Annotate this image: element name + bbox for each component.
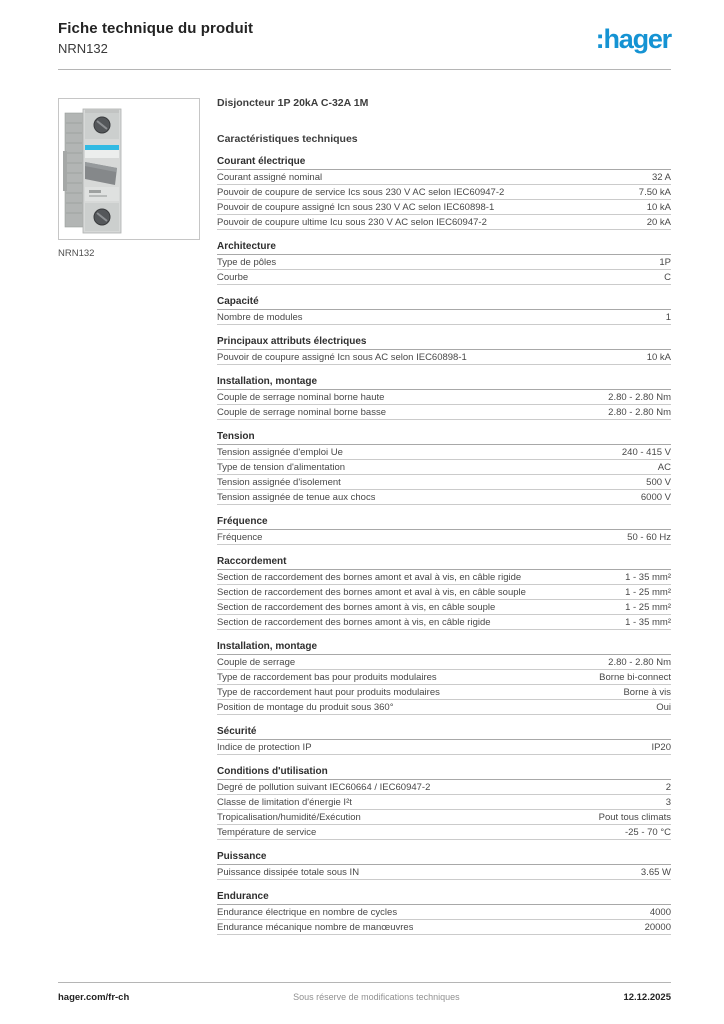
spec-row-value: Pout tous climats [598,811,671,823]
spec-row-label: Section de raccordement des bornes amont et aval à vis, en câble rigide [217,571,522,583]
spec-row-value: 4000 [649,906,671,918]
spec-row [217,270,671,285]
spec-row-value: 20 kA [646,216,671,228]
spec-row [217,390,671,405]
spec-row-label: Section de raccordement des bornes amont à vis, en câble rigide [217,616,491,628]
spec-row-value: 1P [659,256,671,268]
spec-row-label: Classe de limitation d'énergie I²t [217,796,352,808]
spec-row-label: Section de raccordement des bornes amont à vis, en câble souple [217,601,496,613]
spec-row-value: 500 V [646,476,671,488]
spec-section-title: Sécurité [217,726,671,740]
spec-row-value: 2.80 - 2.80 Nm [608,406,671,418]
spec-section [217,376,671,420]
spec-section-rows [217,350,671,365]
spec-row-label: Type de raccordement bas pour produits modulaires [217,671,437,683]
spec-row [217,475,671,490]
spec-section [217,156,671,230]
circuit-breaker-illustration [59,99,199,239]
spec-section-rows [217,780,671,840]
spec-row [217,170,671,185]
spec-row [217,685,671,700]
spec-section-title: Puissance [217,851,671,865]
spec-row-label: Type de raccordement haut pour produits modulaires [217,686,440,698]
product-image-column [58,98,200,935]
spec-section-title: Conditions d'utilisation [217,766,671,780]
spec-row-value: 1 - 25 mm² [625,586,671,598]
spec-row-label: Pouvoir de coupure de service Ics sous 230 V AC selon IEC60947-2 [217,186,505,198]
spec-row-value: 10 kA [646,351,671,363]
product-reference: NRN132 [58,41,108,56]
spec-row-label: Tension assignée d'isolement [217,476,341,488]
spec-row-label: Tropicalisation/humidité/Exécution [217,811,361,823]
spec-section-rows [217,655,671,715]
spec-row-value: 32 A [651,171,671,183]
spec-row [217,405,671,420]
spec-section [217,726,671,755]
spec-section-title: Architecture [217,241,671,255]
spec-row-value: -25 - 70 °C [624,826,671,838]
spec-row-label: Indice de protection IP [217,741,312,753]
spec-row-value: C [664,271,671,283]
spec-row [217,200,671,215]
product-image-caption: NRN132 [58,248,95,259]
spec-row [217,185,671,200]
product-name: Disjoncteur 1P 20kA C-32A 1M [217,97,369,109]
spec-row-value: 2.80 - 2.80 Nm [608,656,671,668]
spec-row [217,780,671,795]
spec-row [217,215,671,230]
spec-section-rows [217,310,671,325]
spec-row [217,920,671,935]
spec-row-label: Puissance dissipée totale sous IN [217,866,360,878]
spec-row [217,310,671,325]
spec-row-value: 2 [665,781,671,793]
spec-row [217,460,671,475]
spec-row [217,740,671,755]
spec-row [217,810,671,825]
spec-row-label: Tension assignée de tenue aux chocs [217,491,376,503]
header-titles [58,20,253,56]
spec-section [217,241,671,285]
spec-section-rows [217,740,671,755]
spec-section [217,641,671,715]
spec-row-label: Courant assigné nominal [217,171,323,183]
specifications-column [217,98,671,935]
spec-section-rows [217,445,671,505]
spec-row-label: Courbe [217,271,249,283]
spec-row-label: Endurance électrique en nombre de cycles [217,906,398,918]
footer-date: 12.12.2025 [623,992,671,1003]
spec-row-label: Température de service [217,826,317,838]
spec-row [217,700,671,715]
spec-section-title: Courant électrique [217,156,671,170]
spec-row-value: 3.65 W [640,866,671,878]
footer-row [58,992,671,1003]
spec-row-value: 1 - 25 mm² [625,601,671,613]
spec-row [217,615,671,630]
characteristics-title: Caractéristiques techniques [217,133,358,145]
spec-section [217,296,671,325]
spec-section-title: Principaux attributs électriques [217,336,671,350]
hager-logo: :hager [595,24,671,54]
spec-row-value: 6000 V [640,491,671,503]
spec-section-rows [217,170,671,230]
spec-row [217,905,671,920]
spec-section-title: Installation, montage [217,641,671,655]
spec-row-value: 240 - 415 V [621,446,671,458]
spec-row-value: 2.80 - 2.80 Nm [608,391,671,403]
spec-section-rows [217,905,671,935]
spec-row-value: Borne bi-connect [599,671,671,683]
spec-row-label: Couple de serrage nominal borne basse [217,406,386,418]
product-photo [58,98,200,240]
spec-row [217,865,671,880]
spec-section-title: Raccordement [217,556,671,570]
spec-sections [217,156,671,935]
spec-section-rows [217,570,671,630]
spec-row-value: 1 [665,311,671,323]
spec-row-value: Borne à vis [623,686,671,698]
spec-row-label: Fréquence [217,531,263,543]
spec-row [217,530,671,545]
spec-row-value: 1 - 35 mm² [625,571,671,583]
spec-row [217,585,671,600]
spec-row-value: AC [657,461,671,473]
spec-row-label: Pouvoir de coupure assigné Icn sous AC selon IEC60898-1 [217,351,467,363]
footer-disclaimer: Sous réserve de modifications techniques [293,992,460,1002]
spec-row-value: IP20 [651,741,671,753]
spec-section-rows [217,255,671,285]
spec-row-value: 20000 [644,921,671,933]
spec-row [217,600,671,615]
spec-row-value: 50 - 60 Hz [627,531,671,543]
spec-row [217,655,671,670]
spec-section [217,891,671,935]
spec-section [217,516,671,545]
spec-row-label: Degré de pollution suivant IEC60664 / IEC60947-2 [217,781,431,793]
spec-section [217,766,671,840]
spec-row [217,255,671,270]
spec-row-label: Tension assignée d'emploi Ue [217,446,343,458]
footer-divider [58,982,671,983]
spec-section-title: Endurance [217,891,671,905]
spec-row-label: Pouvoir de coupure ultime Icu sous 230 V AC selon IEC60947-2 [217,216,487,228]
spec-section [217,431,671,505]
spec-row-value: 1 - 35 mm² [625,616,671,628]
spec-row-value: Oui [656,701,671,713]
spec-row-label: Section de raccordement des bornes amont et aval à vis, en câble souple [217,586,526,598]
spec-row-value: 3 [665,796,671,808]
page-title: Fiche technique du produit [58,20,254,37]
spec-row-label: Couple de serrage [217,656,296,668]
spec-row [217,570,671,585]
spec-row [217,825,671,840]
spec-section [217,336,671,365]
spec-row-label: Type de pôles [217,256,277,268]
spec-row-value: 10 kA [646,201,671,213]
spec-row [217,670,671,685]
footer-website-link[interactable]: hager.com/fr-ch [58,992,130,1003]
spec-row-label: Nombre de modules [217,311,303,323]
spec-section-title: Tension [217,431,671,445]
spec-row [217,795,671,810]
spec-section-title: Installation, montage [217,376,671,390]
spec-row [217,445,671,460]
spec-row-label: Endurance mécanique nombre de manœuvres [217,921,414,933]
spec-section-title: Capacité [217,296,671,310]
spec-section [217,556,671,630]
spec-section-rows [217,865,671,880]
spec-section [217,851,671,880]
spec-row-label: Couple de serrage nominal borne haute [217,391,385,403]
spec-row [217,490,671,505]
spec-section-title: Fréquence [217,516,671,530]
spec-row-label: Pouvoir de coupure assigné Icn sous 230 V AC selon IEC60898-1 [217,201,495,213]
spec-section-rows [217,530,671,545]
spec-section-rows [217,390,671,420]
spec-row-label: Position de montage du produit sous 360° [217,701,394,713]
page-footer [58,982,671,1003]
page-header [0,0,724,56]
spec-row-label: Type de tension d'alimentation [217,461,346,473]
main-content [0,70,724,935]
spec-row [217,350,671,365]
spec-row-value: 7.50 kA [638,186,671,198]
